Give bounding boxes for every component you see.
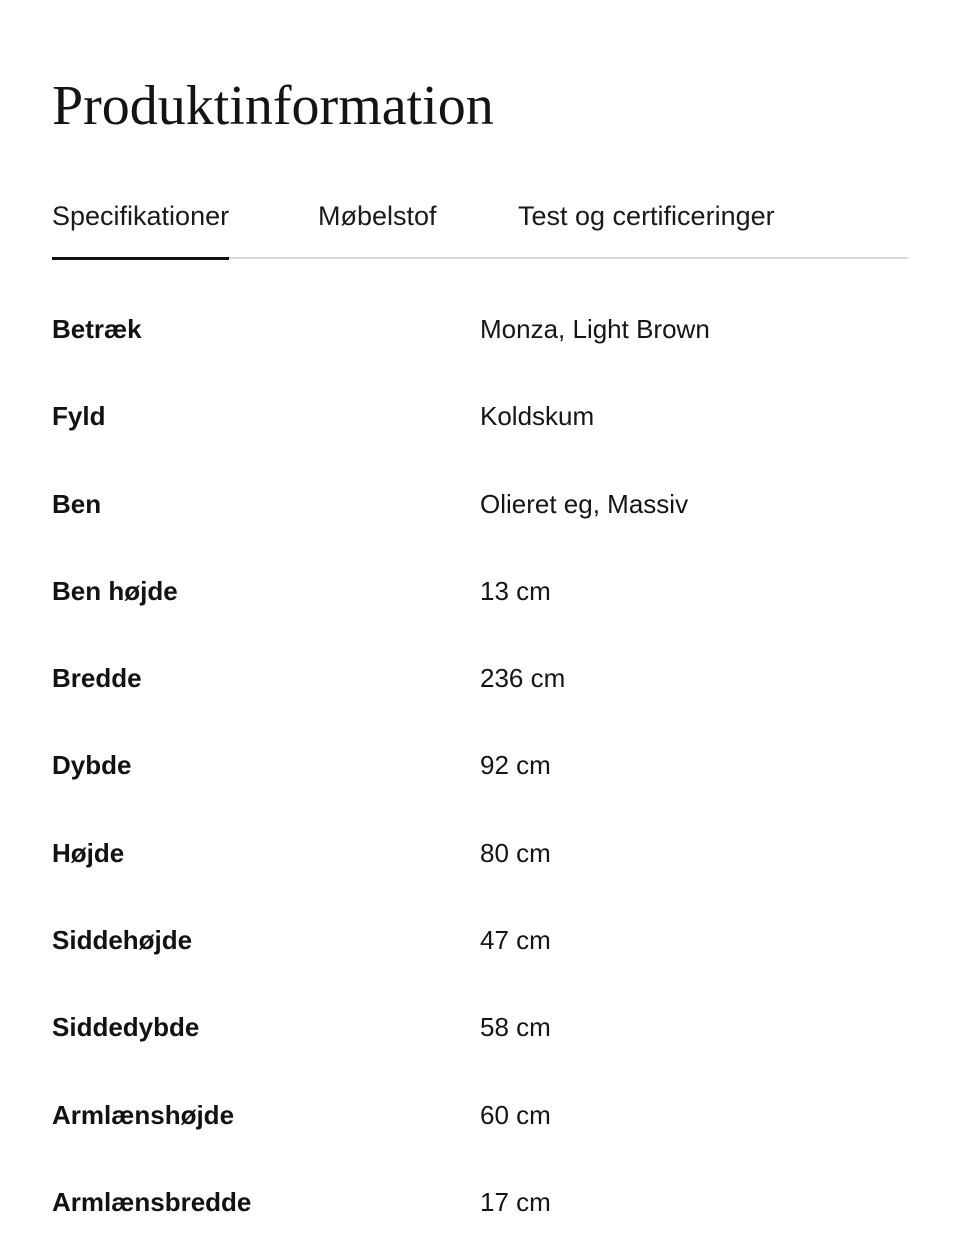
spec-row xyxy=(52,898,908,985)
spec-row xyxy=(52,549,908,636)
spec-value: 17 cm xyxy=(480,1186,551,1217)
spec-row xyxy=(52,811,908,898)
spec-row xyxy=(52,723,908,810)
spec-value: 80 cm xyxy=(480,837,551,868)
tab-label: Test og certificeringer xyxy=(518,201,775,231)
spec-label: Dybde xyxy=(52,750,132,781)
specifications-list xyxy=(52,287,908,1247)
spec-value: 58 cm xyxy=(480,1012,551,1043)
spec-label: Bredde xyxy=(52,663,142,694)
spec-label: Siddedybde xyxy=(52,1012,200,1043)
tab-bar xyxy=(52,196,908,260)
page-title: Produktinformation xyxy=(52,75,494,137)
spec-value: 60 cm xyxy=(480,1099,551,1130)
spec-label: Ben xyxy=(52,488,102,519)
spec-label: Siddehøjde xyxy=(52,925,193,956)
spec-value: Olieret eg, Massiv xyxy=(480,488,689,519)
spec-row xyxy=(52,374,908,461)
spec-value: Monza, Light Brown xyxy=(480,314,710,344)
spec-row xyxy=(52,636,908,723)
spec-label: Ben højde xyxy=(52,575,178,606)
spec-value: Koldskum xyxy=(480,401,595,432)
spec-label: Armlænsbredde xyxy=(52,1186,252,1217)
spec-value: 13 cm xyxy=(480,575,551,606)
tab-label: Møbelstof xyxy=(318,201,437,231)
active-tab-indicator xyxy=(52,257,229,260)
tab-specifikationer[interactable] xyxy=(52,196,229,260)
tab-mobelstof[interactable] xyxy=(318,196,437,260)
spec-row xyxy=(52,287,908,374)
spec-value: 236 cm xyxy=(480,663,566,694)
spec-row xyxy=(52,462,908,549)
spec-row xyxy=(52,1073,908,1160)
spec-label: Højde xyxy=(52,837,125,868)
spec-label: Betræk xyxy=(52,314,142,344)
spec-row xyxy=(52,985,908,1072)
spec-value: 92 cm xyxy=(480,750,551,781)
spec-row xyxy=(52,1160,908,1247)
tab-test-og-certificeringer[interactable] xyxy=(518,196,775,260)
spec-value: 47 cm xyxy=(480,925,551,956)
spec-label: Armlænshøjde xyxy=(52,1099,235,1130)
spec-label: Fyld xyxy=(52,401,106,432)
tab-label: Specifikationer xyxy=(52,201,230,231)
